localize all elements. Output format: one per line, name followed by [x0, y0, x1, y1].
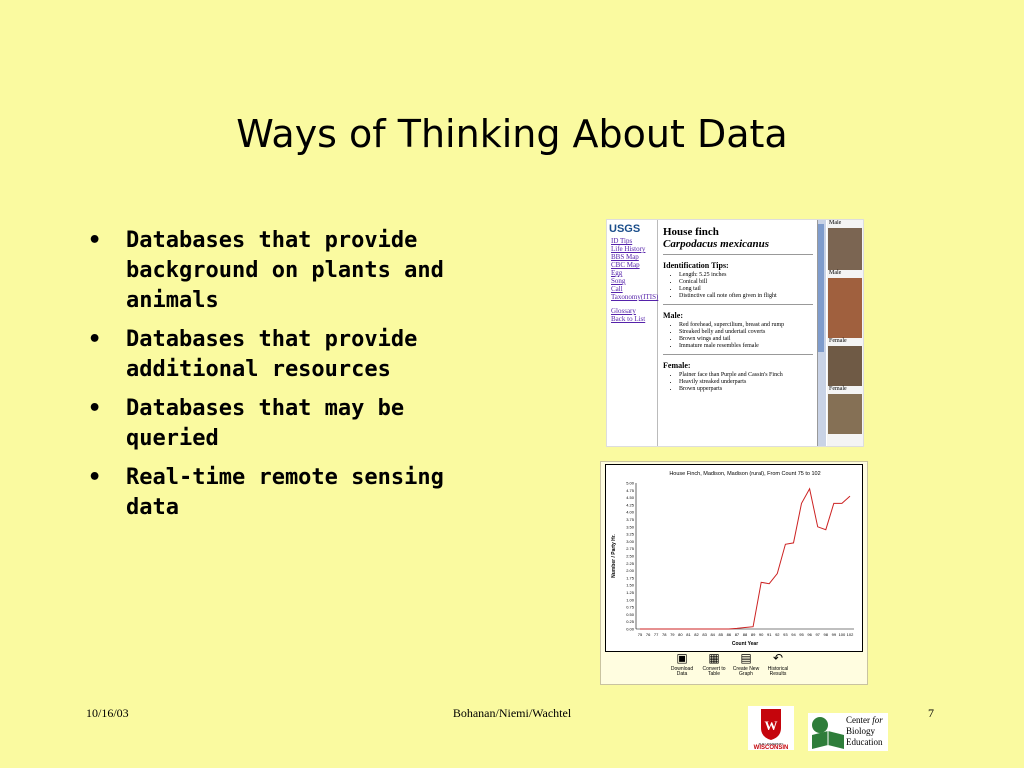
bullet-item [88, 325, 508, 385]
x-tick-label: 95 [799, 632, 804, 637]
female-list [663, 372, 813, 393]
nav-link-call[interactable]: Call [611, 285, 623, 293]
x-tick-label: 78 [662, 632, 667, 637]
create-new-graph-button[interactable] [732, 652, 760, 677]
list-item: • Plainer face than Purple and Cassin's Finch [679, 372, 813, 379]
bullet-text: Real-time remote sensing data [126, 465, 444, 520]
x-axis-label: Count Year [731, 641, 759, 647]
bullet-text: Databases that may be queried [126, 396, 405, 451]
y-tick-label: 2.25 [626, 560, 634, 566]
bullet-dot: • [88, 327, 102, 352]
bullet-text: Databases that provide background on plants and animals [126, 228, 444, 313]
page-number: 7 [928, 706, 934, 720]
nav-link-cbc-map[interactable]: CBC Map [611, 261, 640, 269]
cbe-text: Biology [846, 726, 876, 736]
cbe-text: for [872, 715, 883, 725]
x-tick-label: 93 [783, 632, 788, 637]
nav-link-taxonomy[interactable]: Taxonomy(ITIS) [611, 293, 659, 301]
x-tick-label: 88 [742, 632, 748, 637]
bullet-dot: • [88, 396, 102, 421]
y-tick-label: 1.75 [626, 575, 634, 581]
list-item: • Brown wings and tail [679, 336, 813, 343]
x-tick-label: 96 [807, 632, 812, 637]
y-tick-label: 4.00 [626, 509, 634, 515]
divider [663, 354, 813, 355]
list-item: • Heavily streaked underparts [679, 379, 813, 386]
cbe-logo [808, 713, 888, 751]
usgs-screenshot [606, 219, 864, 447]
x-tick-label: 85 [718, 632, 723, 637]
floppy-icon: ▣ [676, 651, 688, 665]
divider [663, 254, 813, 255]
bullet-text: Databases that provide additional resources [126, 327, 418, 382]
line-chart [606, 465, 862, 651]
photo-column [827, 220, 863, 446]
y-tick-label: 0.75 [626, 604, 634, 610]
nav-link-back[interactable]: Back to List [611, 315, 646, 323]
usgs-main [663, 226, 813, 393]
uw-text: WISCONSIN [753, 745, 789, 750]
x-tick-label: 94 [791, 632, 796, 637]
tool-label: Download Data [670, 666, 694, 677]
y-tick-label: 5.00 [626, 480, 634, 486]
y-tick-label: 3.75 [626, 517, 634, 522]
y-tick-label: 1.00 [626, 597, 634, 603]
x-tick-label: 81 [686, 632, 691, 637]
list-item: • Conical bill [679, 279, 813, 286]
historical-results-button[interactable] [764, 652, 792, 677]
cbe-text: Center [846, 715, 870, 725]
bullet-item [88, 226, 508, 316]
x-tick-label: 77 [653, 632, 659, 637]
usgs-nav [607, 220, 658, 446]
footer-authors: Bohanan/Niemi/Wachtel [452, 706, 572, 720]
list-item: • Long tail [679, 286, 813, 293]
scrollbar-thumb[interactable] [818, 224, 824, 352]
tool-label: Historical Results [767, 666, 789, 677]
x-tick-label: 92 [775, 632, 780, 637]
bird-photo [828, 346, 862, 386]
nav-link-life-history[interactable]: Life History [611, 245, 646, 253]
x-tick-label: 97 [815, 632, 820, 637]
common-name: House finch [663, 226, 719, 238]
list-item: • Distinctive call note often given in flight [679, 293, 813, 300]
bird-photo [828, 228, 862, 270]
scientific-name: Carpodacus mexicanus [663, 238, 770, 250]
chart-title: House Finch, Madison, Madison (rural), From Count 75 to 102 [669, 471, 821, 477]
list-item: • Immature male resembles female [679, 343, 813, 350]
uw-madison-logo [748, 706, 794, 750]
divider [663, 304, 813, 305]
slide-title: Ways of Thinking About Data [236, 112, 788, 156]
x-tick-label: 91 [767, 632, 772, 637]
y-tick-label: 3.50 [626, 524, 634, 530]
x-tick-label: 98 [823, 632, 828, 637]
tool-label: Create New Graph [732, 666, 760, 677]
nav-link-bbs-map[interactable]: BBS Map [611, 253, 639, 261]
bullet-item [88, 463, 508, 523]
convert-to-table-button[interactable] [700, 652, 728, 677]
x-tick-label: 86 [726, 632, 732, 637]
document-icon: ▤ [740, 651, 752, 665]
usgs-logo: USGS [609, 223, 641, 235]
id-tips-heading: Identification Tips: [663, 261, 729, 270]
uw-crest-icon [748, 706, 794, 750]
table-icon: ▦ [708, 651, 720, 665]
x-tick-label: 100 [838, 632, 846, 637]
x-tick-label: 89 [750, 632, 756, 637]
x-tick-label: 76 [645, 632, 651, 637]
y-tick-label: 2.50 [626, 553, 634, 559]
x-tick-label: 79 [670, 632, 675, 637]
footer-date: 10/16/03 [86, 706, 129, 720]
nav-link-glossary[interactable]: Glossary [611, 307, 636, 315]
nav-link-id-tips[interactable]: ID Tips [611, 237, 633, 245]
x-tick-label: 75 [637, 632, 643, 637]
y-tick-label: 3.25 [626, 531, 634, 537]
y-tick-label: 0.00 [626, 626, 634, 632]
list-item: • Brown upperparts [679, 386, 813, 393]
cbe-text: Education [846, 737, 883, 747]
download-data-button[interactable] [668, 652, 696, 677]
y-tick-label: 4.25 [626, 502, 634, 508]
bullet-list [88, 226, 508, 532]
list-item: • Length: 5.25 inches [679, 272, 813, 279]
y-tick-label: 3.00 [626, 538, 634, 544]
x-tick-label: 82 [694, 632, 699, 637]
male-heading: Male: [663, 311, 683, 320]
y-tick-label: 4.75 [626, 487, 634, 493]
series-line [640, 489, 850, 629]
back-arrow-icon: ↶ [772, 651, 784, 665]
uw-text: THE UNIVERSITY [758, 742, 784, 746]
x-tick-label: 99 [831, 632, 837, 637]
x-tick-label: 80 [678, 632, 683, 637]
x-tick-label: 83 [702, 632, 707, 637]
svg-text:Center for [846, 715, 883, 725]
x-tick-label: 87 [734, 632, 740, 637]
chart-screenshot [600, 461, 868, 685]
tool-label: Convert to Table [702, 666, 726, 677]
bird-photo [828, 278, 862, 338]
id-tips-list [663, 272, 813, 300]
y-tick-label: 2.00 [626, 568, 634, 574]
y-tick-label: 1.25 [626, 590, 634, 595]
bird-photo [828, 394, 862, 434]
chart-frame [605, 464, 863, 652]
cbe-icon [808, 713, 888, 751]
list-item: • Streaked belly and undertail coverts [679, 329, 813, 336]
photo-label: Female [829, 386, 847, 392]
list-item: • Red forehead, supercilium, breast and rump [679, 322, 813, 329]
photo-label: Male [829, 220, 842, 226]
x-tick-label: 84 [710, 632, 715, 637]
y-axis-label: Number / Party Hr. [611, 534, 617, 578]
y-tick-label: 4.50 [626, 495, 634, 501]
male-list [663, 322, 813, 350]
y-tick-label: 1.50 [626, 582, 634, 588]
y-tick-label: 0.50 [626, 611, 634, 617]
photo-label: Male [829, 270, 842, 276]
bullet-item [88, 394, 508, 454]
chart-toolbar [601, 650, 867, 684]
svg-text:W: W [764, 718, 778, 733]
bullet-dot: • [88, 228, 102, 253]
y-tick-label: 0.25 [626, 619, 634, 625]
nav-link-egg[interactable]: Egg [611, 269, 623, 277]
x-tick-label: 90 [758, 632, 764, 637]
y-tick-label: 2.75 [626, 546, 634, 552]
photo-label: Female [829, 338, 847, 344]
x-tick-label: 102 [846, 632, 854, 637]
bullet-dot: • [88, 465, 102, 490]
nav-link-song[interactable]: Song [611, 277, 626, 285]
female-heading: Female: [663, 361, 691, 370]
